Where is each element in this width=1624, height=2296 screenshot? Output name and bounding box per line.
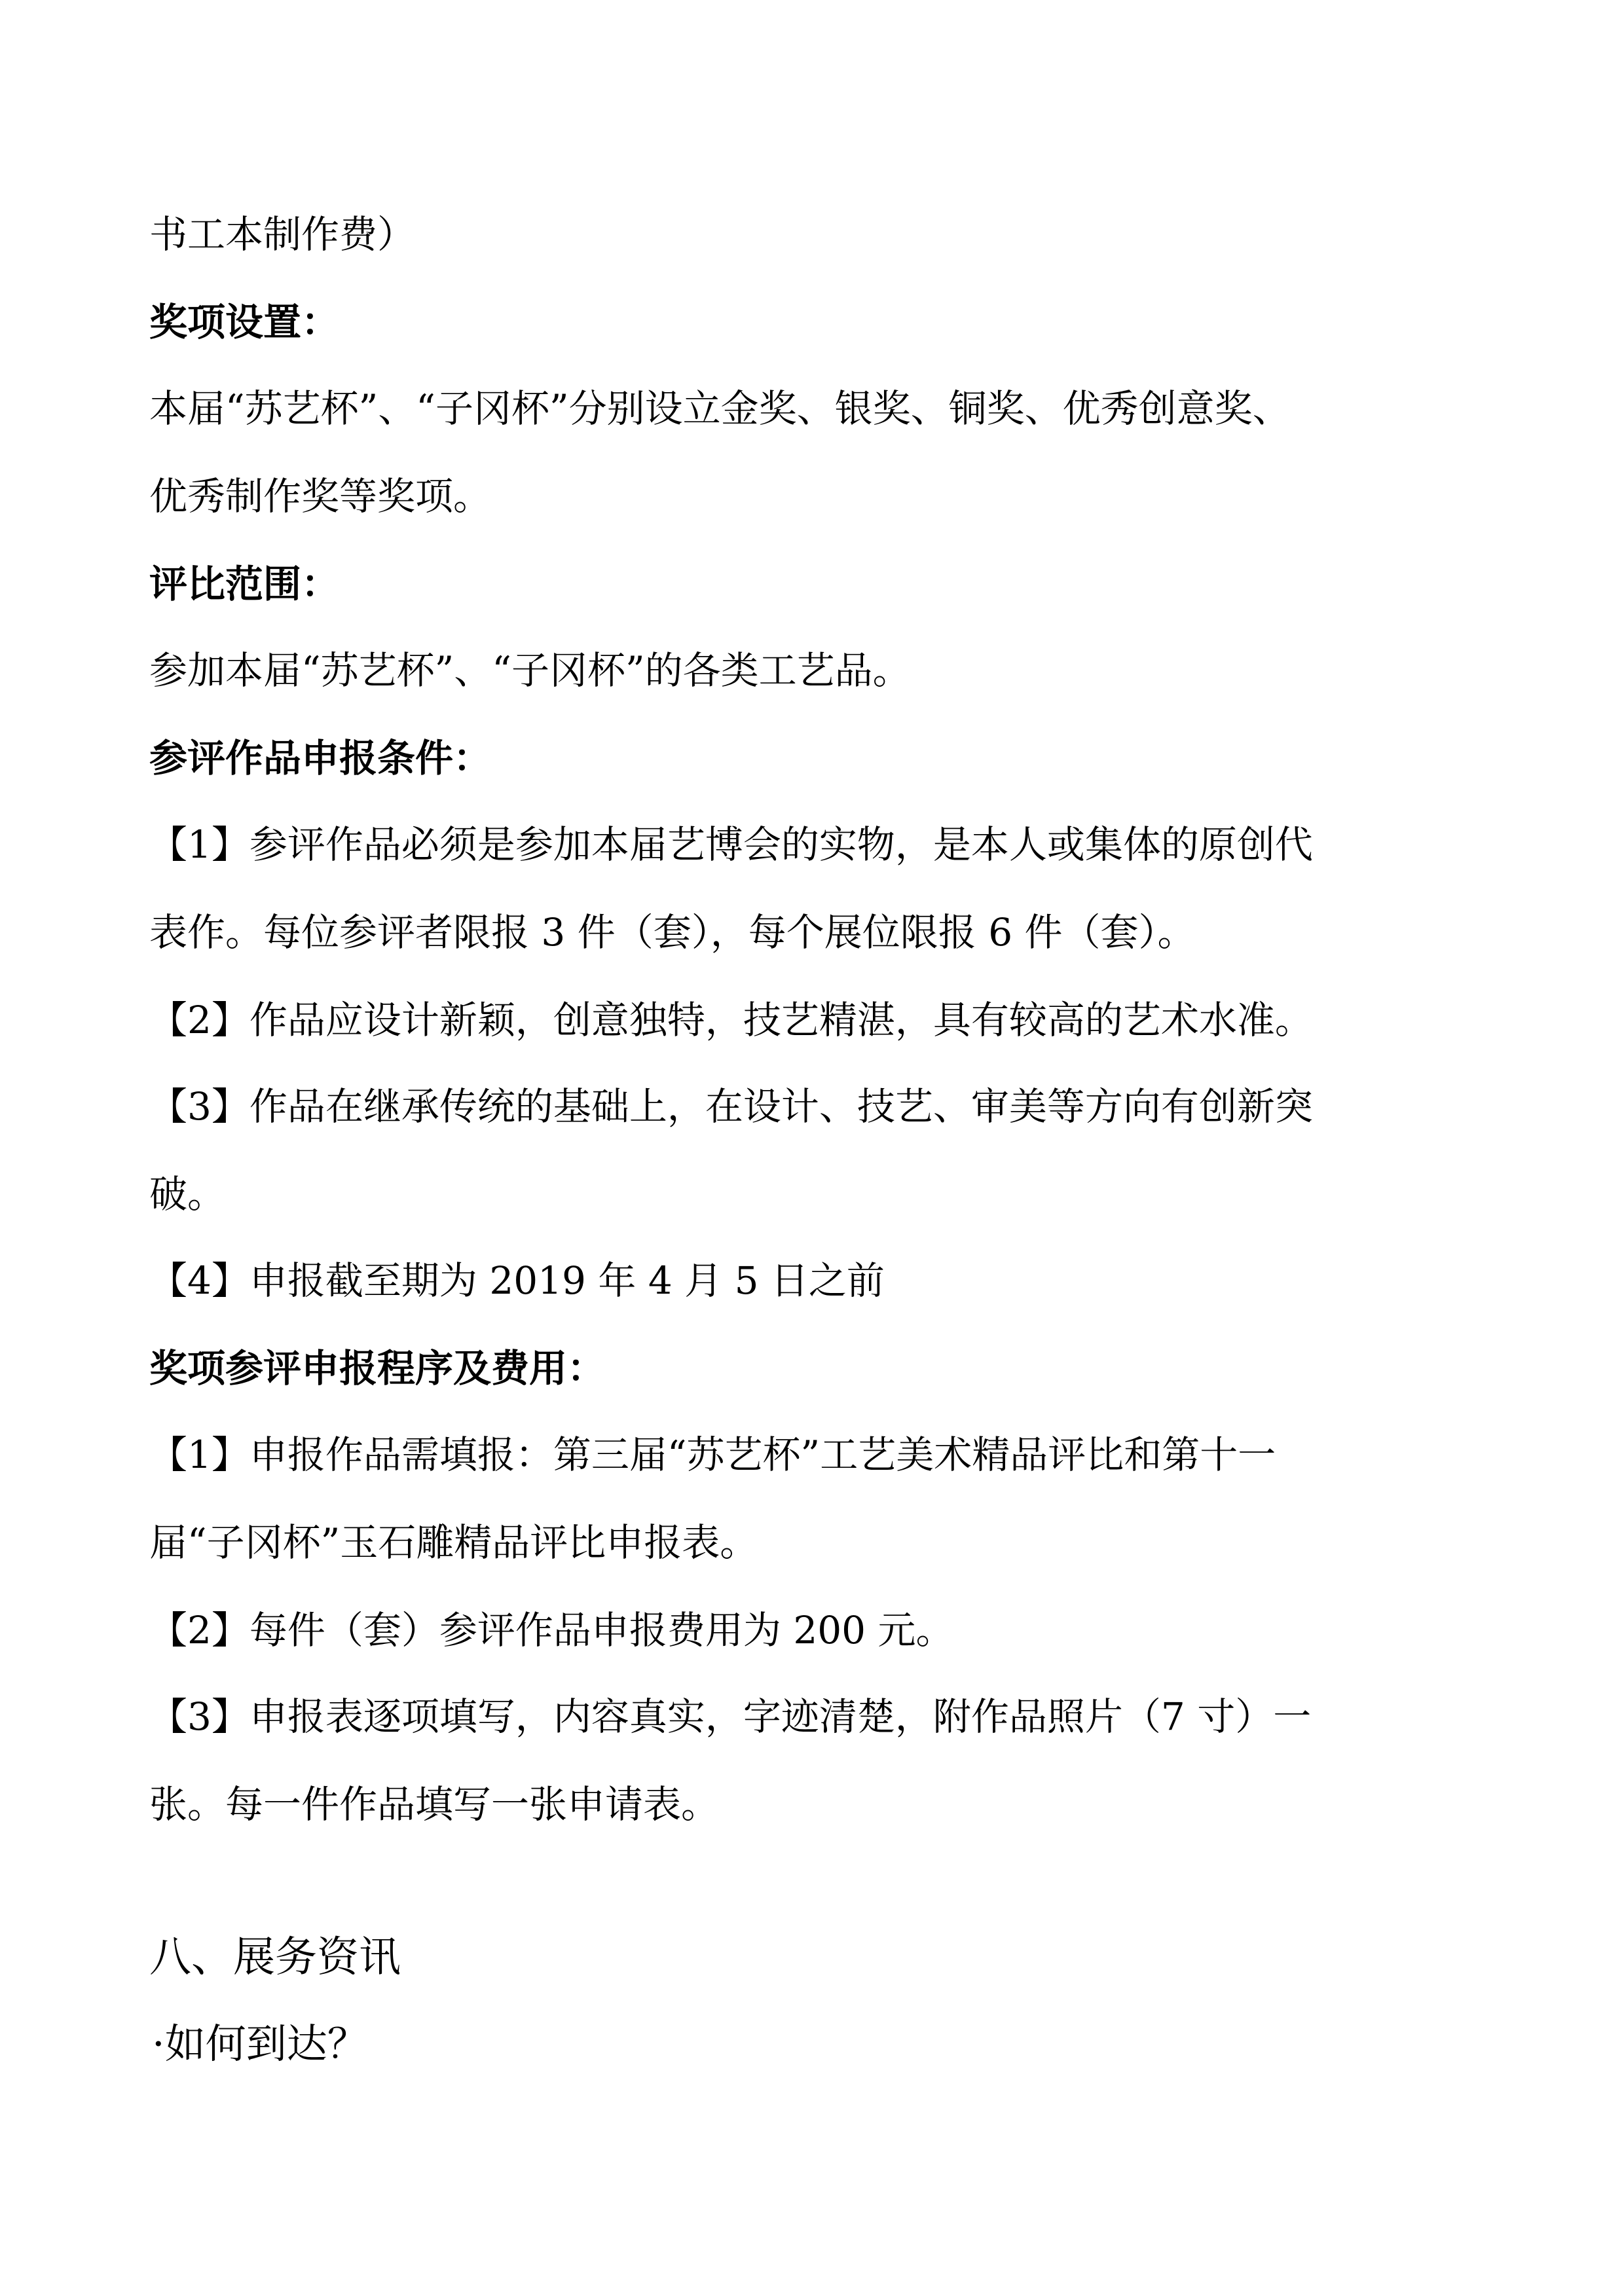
text-line-8: 【1】参评作品必须是参加本届艺博会的实物，是本人或集体的原创代 (149, 822, 1313, 867)
section-heading-scope: 评比范围： (149, 562, 340, 606)
text-line-9: 表作。每位参评者限报 3 件（套），每个展位限报 6 件（套）。 (149, 910, 1196, 955)
text-line-6: 参加本届“苏艺杯”、“子冈杯”的各类工艺品。 (149, 648, 911, 693)
text-line-16: 届“子冈杯”玉石雕精品评比申报表。 (149, 1520, 758, 1565)
section-heading-8: 八、展务资讯 (149, 1933, 401, 1982)
text-line-4: 优秀制作奖等奖项。 (149, 474, 492, 519)
section-heading-awards: 奖项设置： (149, 300, 340, 344)
text-line-19: 张。每一件作品填写一张申请表。 (149, 1782, 720, 1827)
text-line-18: 【3】申报表逐项填写，内容真实，字迹清楚，附作品照片（7 寸）一 (149, 1694, 1312, 1739)
section-heading-conditions: 参评作品申报条件： (149, 736, 492, 780)
text-line-10: 【2】作品应设计新颖，创意独特，技艺精湛，具有较高的艺术水准。 (149, 998, 1313, 1042)
section-heading-procedure: 奖项参评申报程序及费用： (149, 1346, 606, 1391)
text-line-11: 【3】作品在继承传统的基础上，在设计、技艺、审美等方向有创新突 (149, 1084, 1313, 1129)
text-line-3: 本届“苏艺杯”、“子冈杯”分别设立金奖、银奖、铜奖、优秀创意奖、 (149, 386, 1291, 431)
text-line-15: 【1】申报作品需填报：第三届“苏艺杯”工艺美术精品评比和第十一 (149, 1432, 1276, 1477)
text-line-13: 【4】申报截至期为 2019 年 4 月 5 日之前 (149, 1258, 885, 1303)
text-line-12: 破。 (149, 1172, 226, 1216)
text-line-17: 【2】每件（套）参评作品申报费用为 200 元。 (149, 1608, 954, 1652)
bullet-item-how-to-arrive: ·如何到达？ (152, 2020, 368, 2068)
text-line-1: 书工本制作费） (149, 212, 416, 257)
